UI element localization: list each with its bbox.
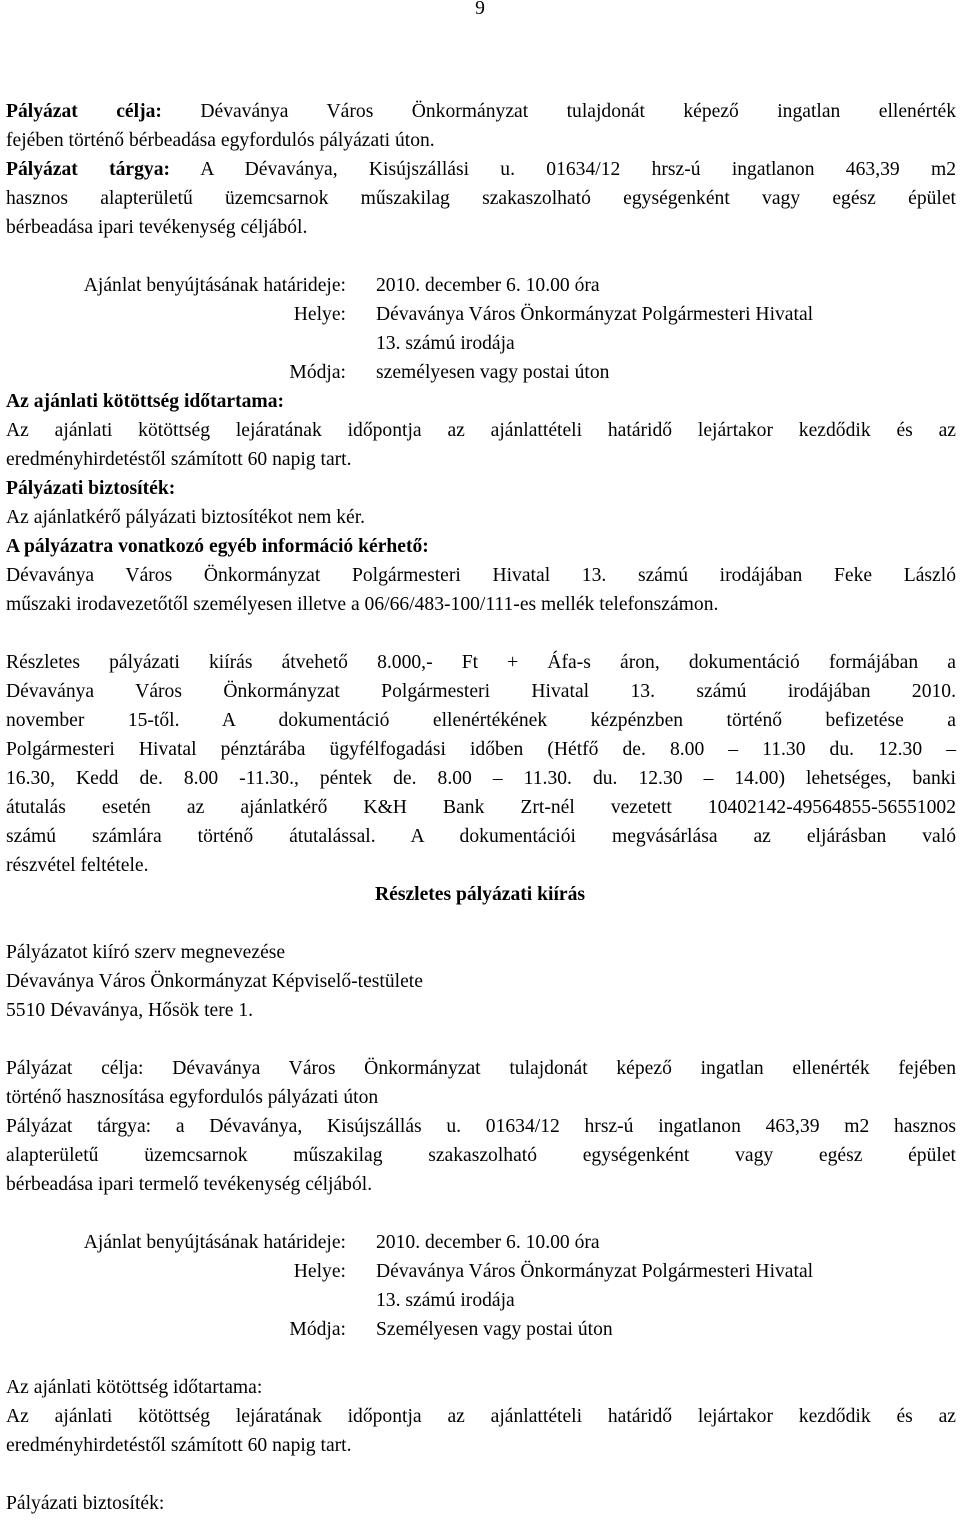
method-value: személyesen vagy postai úton xyxy=(376,362,610,383)
issuer-line-1: Pályázatot kiíró szerv megnevezése xyxy=(6,942,286,963)
issuer-line-2: Dévaványa Város Önkormányzat Képviselő-testülete xyxy=(6,971,423,992)
info-line-1: Dévaványa Város Önkormányzat Polgármesteri Hivatal 13. számú irodájában Feke László xyxy=(6,565,956,586)
binding-period2-line-1: Az ajánlati kötöttség lejáratának időpontja az ajánlattételi határidő lejártakor kezdődik és az xyxy=(6,1406,956,1427)
place-label: Helye: xyxy=(293,304,346,325)
issuer-line-3: 5510 Dévaványa, Hősök tere 1. xyxy=(6,1000,254,1021)
binding-period-heading: Az ajánlati kötöttség időtartama: xyxy=(6,391,285,412)
info-line-2: műszaki irodavezetőtől személyesen illetve a 06/66/483-100/111-es mellék telefonszámon. xyxy=(6,594,719,615)
subject-line-3: bérbeadása ipari tevékenység céljából. xyxy=(6,217,308,238)
subject-line-2: hasznos alapterületű üzemcsarnok műszakilag szakaszolható egységenként vagy egész épület xyxy=(6,188,956,209)
purpose-line-1 xyxy=(6,97,956,126)
details-line-6: átutalás esetén az ajánlatkérő K&H Bank Zrt-nél vezetett 10402142-49564855-56551002 xyxy=(6,797,956,818)
place2-label: Helye: xyxy=(293,1261,346,1282)
method2-label: Módja: xyxy=(289,1319,346,1340)
binding-period2-line-2: eredményhirdetéstől számított 60 napig tart. xyxy=(6,1435,352,1456)
method2-value: Személyesen vagy postai úton xyxy=(376,1319,613,1340)
details-line-5: 16.30, Kedd de. 8.00 -11.30., péntek de. 8.00 – 11.30. du. 12.30 – 14.00) lehetséges, banki xyxy=(6,768,956,789)
deadline2-value: 2010. december 6. 10.00 óra xyxy=(376,1232,600,1253)
subject2-line-2: alapterületű üzemcsarnok műszakilag szakaszolható egységenként vagy egész épület xyxy=(6,1145,956,1166)
subject-label: Pályázat tárgya: xyxy=(6,159,171,180)
info-heading: A pályázatra vonatkozó egyéb információ kérhető: xyxy=(6,536,429,557)
details-line-3: november 15-től. A dokumentáció ellenértékének kézpénzben történő befizetése a xyxy=(6,710,956,731)
details-line-2: Dévaványa Város Önkormányzat Polgármesteri Hivatal 13. számú irodájában 2010. xyxy=(6,681,956,702)
details-line-7: számú számlára történő átutalással. A dokumentációi megvásárlása az eljárásban való xyxy=(6,826,956,847)
details-line-8: részvétel feltétele. xyxy=(6,855,149,876)
purpose-line-2: fejében történő bérbeadása egyfordulós pályázati úton. xyxy=(6,130,435,151)
binding-period2-heading: Az ajánlati kötöttség időtartama: xyxy=(6,1377,263,1398)
subject-line-1 xyxy=(6,155,956,184)
purpose2-line-2: történő hasznosítása egyfordulós pályázati úton xyxy=(6,1087,379,1108)
guarantee2-heading: Pályázati biztosíték: xyxy=(6,1493,165,1514)
deadline-label: Ajánlat benyújtásának határideje: xyxy=(83,275,346,296)
section-title: Részletes pályázati kiírás xyxy=(374,884,586,905)
place2-value-1: Dévaványa Város Önkormányzat Polgármesteri Hivatal xyxy=(376,1261,814,1282)
place2-value-2: 13. számú irodája xyxy=(376,1290,515,1311)
guarantee-heading: Pályázati biztosíték: xyxy=(6,478,176,499)
guarantee-text: Az ajánlatkérő pályázati biztosítékot nem kér. xyxy=(6,507,366,528)
subject2-line-3: bérbeadása ipari termelő tevékenység céljából. xyxy=(6,1174,373,1195)
subject-text: A Dévaványa, Kisújszállási u. 01634/12 hrsz-ú ingatlanon 463,39 m2 xyxy=(200,159,956,180)
deadline2-label: Ajánlat benyújtásának határideje: xyxy=(83,1232,346,1253)
details-line-1: Részletes pályázati kiírás átvehető 8.000,- Ft + Áfa-s áron, dokumentáció formájában a xyxy=(6,652,956,673)
binding-period-line-1: Az ajánlati kötöttség lejáratának időpontja az ajánlattételi határidő lejártakor kezdődik és az xyxy=(6,420,956,441)
binding-period-line-2: eredményhirdetéstől számított 60 napig tart. xyxy=(6,449,352,470)
place-value-1: Dévaványa Város Önkormányzat Polgármesteri Hivatal xyxy=(376,304,814,325)
place-value-2: 13. számú irodája xyxy=(376,333,515,354)
subject2-line-1: Pályázat tárgya: a Dévaványa, Kisújszállás u. 01634/12 hrsz-ú ingatlanon 463,39 m2 hasznos xyxy=(6,1116,956,1137)
method-label: Módja: xyxy=(289,362,346,383)
page-number: 9 xyxy=(475,0,485,19)
purpose-text: Dévaványa Város Önkormányzat tulajdonát képező ingatlan ellenérték xyxy=(200,101,957,122)
deadline-value: 2010. december 6. 10.00 óra xyxy=(376,275,600,296)
purpose2-line-1: Pályázat célja: Dévaványa Város Önkormányzat tulajdonát képező ingatlan ellenérték fejében xyxy=(6,1058,956,1079)
purpose-label: Pályázat célja: xyxy=(6,101,162,122)
details-line-4: Polgármesteri Hivatal pénztárába ügyfélfogadási időben (Hétfő de. 8.00 – 11.30 du. 12.30 – xyxy=(6,739,956,760)
